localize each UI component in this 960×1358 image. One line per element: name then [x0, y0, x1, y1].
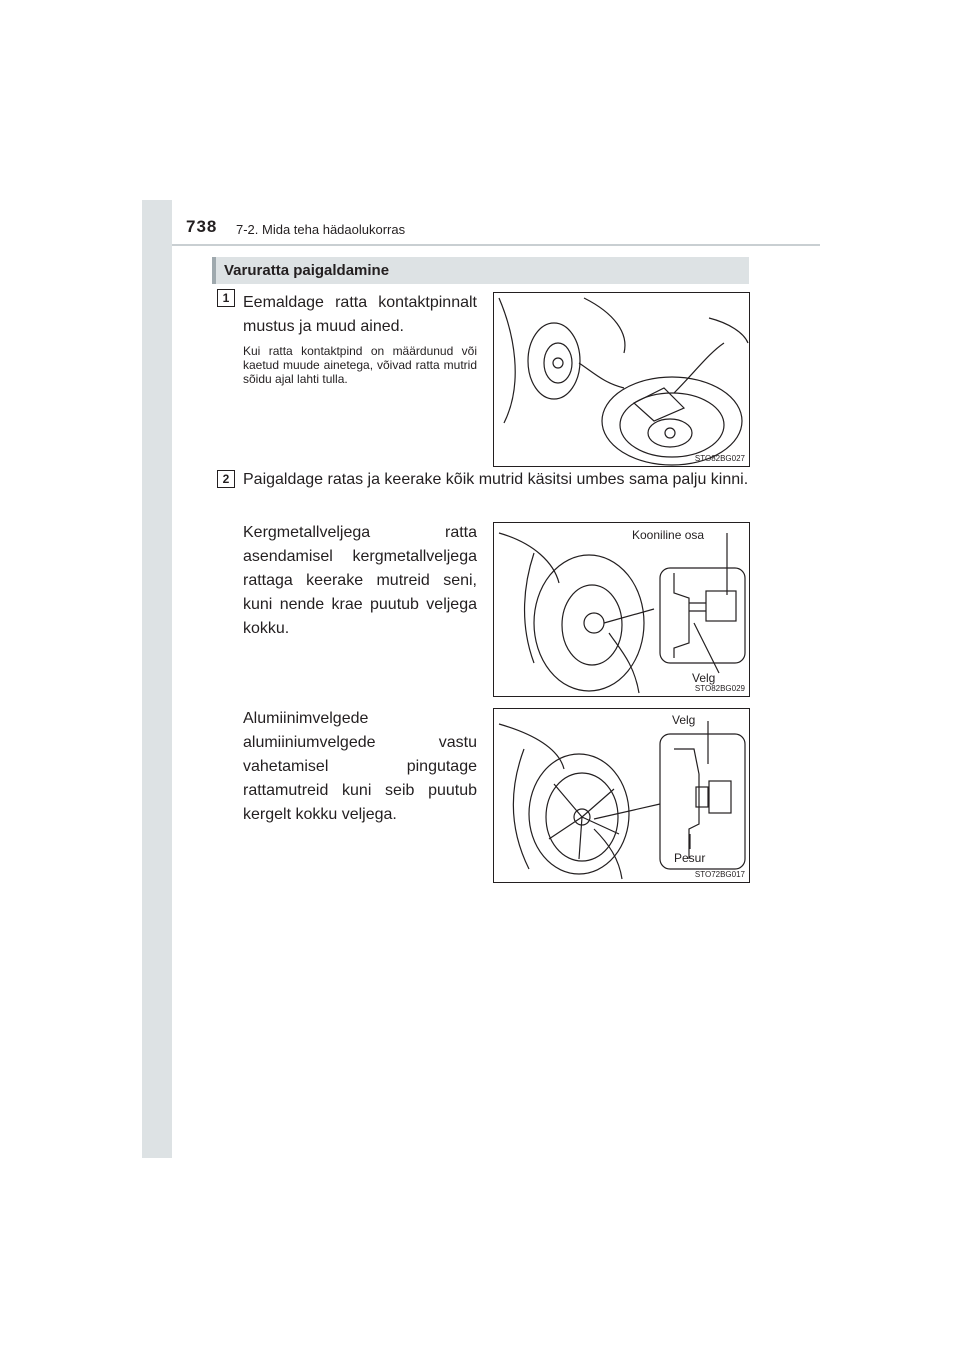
page-number: 738 — [186, 217, 218, 236]
section-title: Varuratta paigaldamine — [224, 262, 390, 279]
figure-1-code: STO82BG027 — [694, 454, 745, 463]
side-tab-strip — [142, 200, 172, 1158]
step-2-sub1-text: Kergmetallveljega ratta asendamisel kergmetallveljega rattaga keerake mutreid seni, kuni nende krae puutub veljega kokku. — [243, 524, 477, 637]
chapter-title: 7-2. Mida teha hädaolukorras — [236, 222, 406, 237]
callout-washer: Pesur — [674, 851, 706, 865]
figure-aluminium-wheel-washer — [493, 708, 750, 883]
step-1-number: 1 — [217, 289, 235, 307]
step-1-text: Eemaldage ratta kontaktpinnalt mustus ja muud ained. — [243, 294, 477, 335]
callout-conical-part: Kooniline osa — [632, 528, 705, 542]
wheel-cleaning-illustration — [494, 293, 749, 466]
step-2-text: Paigaldage ratas ja keerake kõik mutrid käsitsi umbes sama palju kinni. — [243, 471, 749, 488]
step-2-sub2-text: Alumiinimvelgede alumiiniumvelgede vastu vahetamisel pingutage rattamutreid kuni seib puutub kergelt kokku veljega. — [243, 710, 477, 823]
figure-2-code: STO82BG029 — [694, 684, 745, 693]
step-2-number: 2 — [217, 470, 235, 488]
aluminium-washer-illustration — [494, 709, 749, 882]
figure-alloy-wheel-nut — [493, 522, 750, 697]
figure-3-code: STO72BG017 — [694, 870, 745, 879]
figure-clean-wheel-surface — [493, 292, 750, 467]
callout-rim: Velg — [672, 713, 696, 727]
header-divider — [172, 244, 820, 246]
step-1-note: Kui ratta kontaktpind on määrdunud või kaetud muude ainetega, võivad ratta mutrid sõidu ajal lahti tulla. — [243, 344, 477, 386]
callout-rim: Velg — [692, 671, 716, 685]
